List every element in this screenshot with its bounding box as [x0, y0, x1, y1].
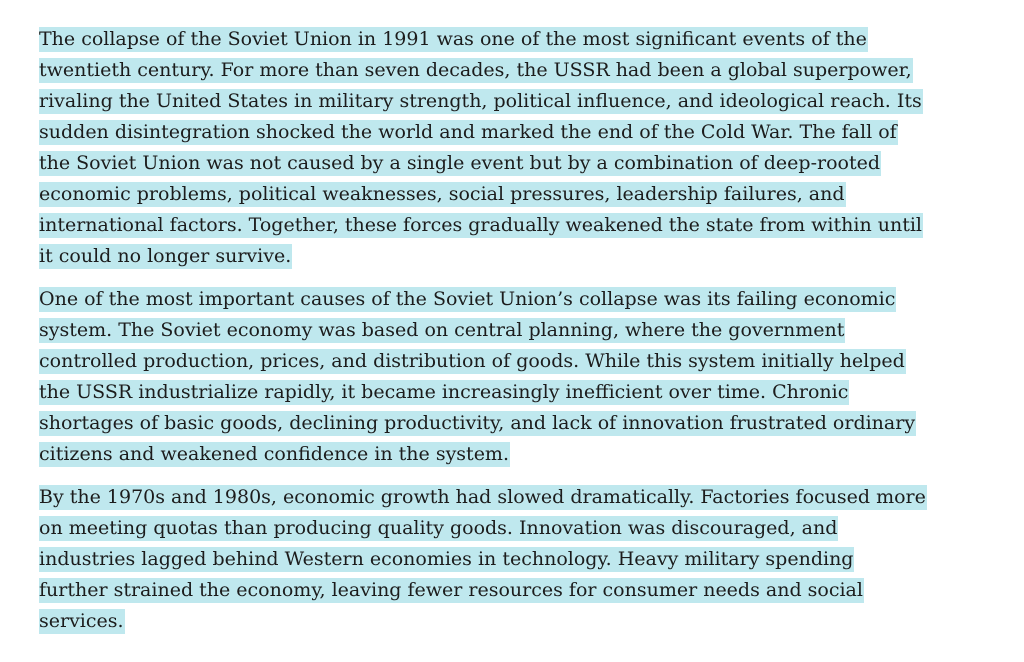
text-line — [39, 117, 999, 148]
paragraph-3 — [39, 482, 999, 637]
highlighted-text: rivaling the United States in military strength, political influence, and ideological reach. Its — [39, 90, 922, 112]
text-line — [39, 408, 999, 439]
highlighted-text: services. — [39, 610, 124, 632]
highlighted-text: industries lagged behind Western economies in technology. Heavy military spending — [39, 548, 854, 570]
highlighted-text: The collapse of the Soviet Union in 1991 was one of the most significant events of the — [39, 28, 867, 50]
text-line — [39, 284, 999, 315]
document-body — [39, 24, 999, 649]
text-line — [39, 241, 999, 272]
highlighted-text: shortages of basic goods, declining productivity, and lack of innovation frustrated ordinary — [39, 412, 916, 434]
text-line — [39, 315, 999, 346]
paragraph-2 — [39, 284, 999, 470]
text-line — [39, 148, 999, 179]
text-line — [39, 606, 999, 637]
highlighted-text: on meeting quotas than producing quality goods. Innovation was discouraged, and — [39, 517, 838, 539]
highlighted-text: international factors. Together, these forces gradually weakened the state from within until — [39, 214, 922, 236]
highlighted-text: By the 1970s and 1980s, economic growth had slowed dramatically. Factories focused more — [39, 486, 926, 508]
highlighted-text: citizens and weakened confidence in the system. — [39, 443, 509, 465]
highlighted-text: it could no longer survive. — [39, 245, 292, 267]
highlighted-text: sudden disintegration shocked the world and marked the end of the Cold War. The fall of — [39, 121, 897, 143]
highlighted-text: system. The Soviet economy was based on central planning, where the government — [39, 319, 845, 341]
text-line — [39, 86, 999, 117]
text-line — [39, 377, 999, 408]
text-line — [39, 482, 999, 513]
text-line — [39, 575, 999, 606]
paragraph-1 — [39, 24, 999, 272]
text-line — [39, 55, 999, 86]
highlighted-text: the Soviet Union was not caused by a single event but by a combination of deep-rooted — [39, 152, 880, 174]
text-line — [39, 210, 999, 241]
highlighted-text: the USSR industrialize rapidly, it became increasingly inefficient over time. Chronic — [39, 381, 849, 403]
text-line — [39, 346, 999, 377]
text-line — [39, 179, 999, 210]
highlighted-text: economic problems, political weaknesses, social pressures, leadership failures, and — [39, 183, 845, 205]
highlighted-text: One of the most important causes of the Soviet Union’s collapse was its failing economic — [39, 288, 896, 310]
text-line — [39, 439, 999, 470]
highlighted-text: controlled production, prices, and distribution of goods. While this system initially helped — [39, 350, 905, 372]
highlighted-text: further strained the economy, leaving fewer resources for consumer needs and social — [39, 579, 863, 601]
text-line — [39, 544, 999, 575]
text-line — [39, 24, 999, 55]
highlighted-text: twentieth century. For more than seven decades, the USSR had been a global superpower, — [39, 59, 912, 81]
text-line — [39, 513, 999, 544]
